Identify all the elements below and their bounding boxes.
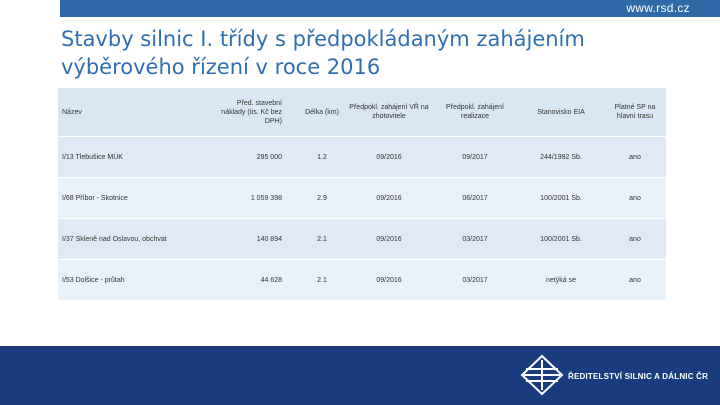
cell-permit: ano — [604, 219, 666, 260]
col-header-realization-start: Předpokl. zahájení realizace — [432, 88, 518, 137]
cell-length: 2.1 — [298, 219, 346, 260]
cell-eia: netýká se — [518, 260, 604, 301]
cell-eia: 100/2001 Sb. — [518, 219, 604, 260]
cell-name: I/68 Příbor - Skotnice — [58, 178, 216, 219]
cell-name: I/53 Dolšice - průtah — [58, 260, 216, 301]
cell-eia: 244/1992 Sb. — [518, 137, 604, 178]
col-header-eia: Stanovisko EIA — [518, 88, 604, 137]
cell-cost: 44 628 — [216, 260, 298, 301]
cell-realization-start: 03/2017 — [432, 219, 518, 260]
table-row — [58, 137, 666, 178]
col-header-name: Název — [58, 88, 216, 137]
slide-title: Stavby silnic I. třídy s předpokládaným zahájením výběrového řízení v roce 2016 — [61, 27, 585, 79]
top-bar — [60, 0, 720, 17]
site-url[interactable]: www.rsd.cz — [626, 1, 690, 15]
table-row — [58, 178, 666, 219]
rsd-logo-icon — [520, 354, 564, 396]
cell-cost: 140 894 — [216, 219, 298, 260]
cell-realization-start: 06/2017 — [432, 178, 518, 219]
table-row — [58, 219, 666, 260]
cell-eia: 100/2001 Sb. — [518, 178, 604, 219]
table-header-row — [58, 88, 666, 137]
cell-realization-start: 09/2017 — [432, 137, 518, 178]
cell-length: 2.1 — [298, 260, 346, 301]
cell-tender-start: 09/2016 — [346, 178, 432, 219]
cell-cost: 295 000 — [216, 137, 298, 178]
cell-length: 1.2 — [298, 137, 346, 178]
col-header-tender-start: Předpokl. zahájení VŘ na zhotovitele — [346, 88, 432, 137]
cell-name: I/13 Tlebušice MÚK — [58, 137, 216, 178]
cell-permit: ano — [604, 178, 666, 219]
col-header-cost: Před. stavební náklady (tis. Kč bez DPH) — [216, 88, 298, 137]
col-header-length: Délka (km) — [298, 88, 346, 137]
organization-name: ŘEDITELSTVÍ SILNIC A DÁLNIC ČR — [568, 372, 709, 381]
cell-permit: ano — [604, 260, 666, 301]
cell-permit: ano — [604, 137, 666, 178]
projects-table — [58, 88, 666, 301]
cell-tender-start: 09/2016 — [346, 260, 432, 301]
cell-realization-start: 03/2017 — [432, 260, 518, 301]
cell-cost: 1 059 398 — [216, 178, 298, 219]
cell-length: 2.9 — [298, 178, 346, 219]
cell-tender-start: 09/2016 — [346, 137, 432, 178]
table-row — [58, 260, 666, 301]
cell-name: I/37 Skleně nad Oslavou, obchvat — [58, 219, 216, 260]
col-header-permit: Platné SP na hlavní trasu — [604, 88, 666, 137]
cell-tender-start: 09/2016 — [346, 219, 432, 260]
